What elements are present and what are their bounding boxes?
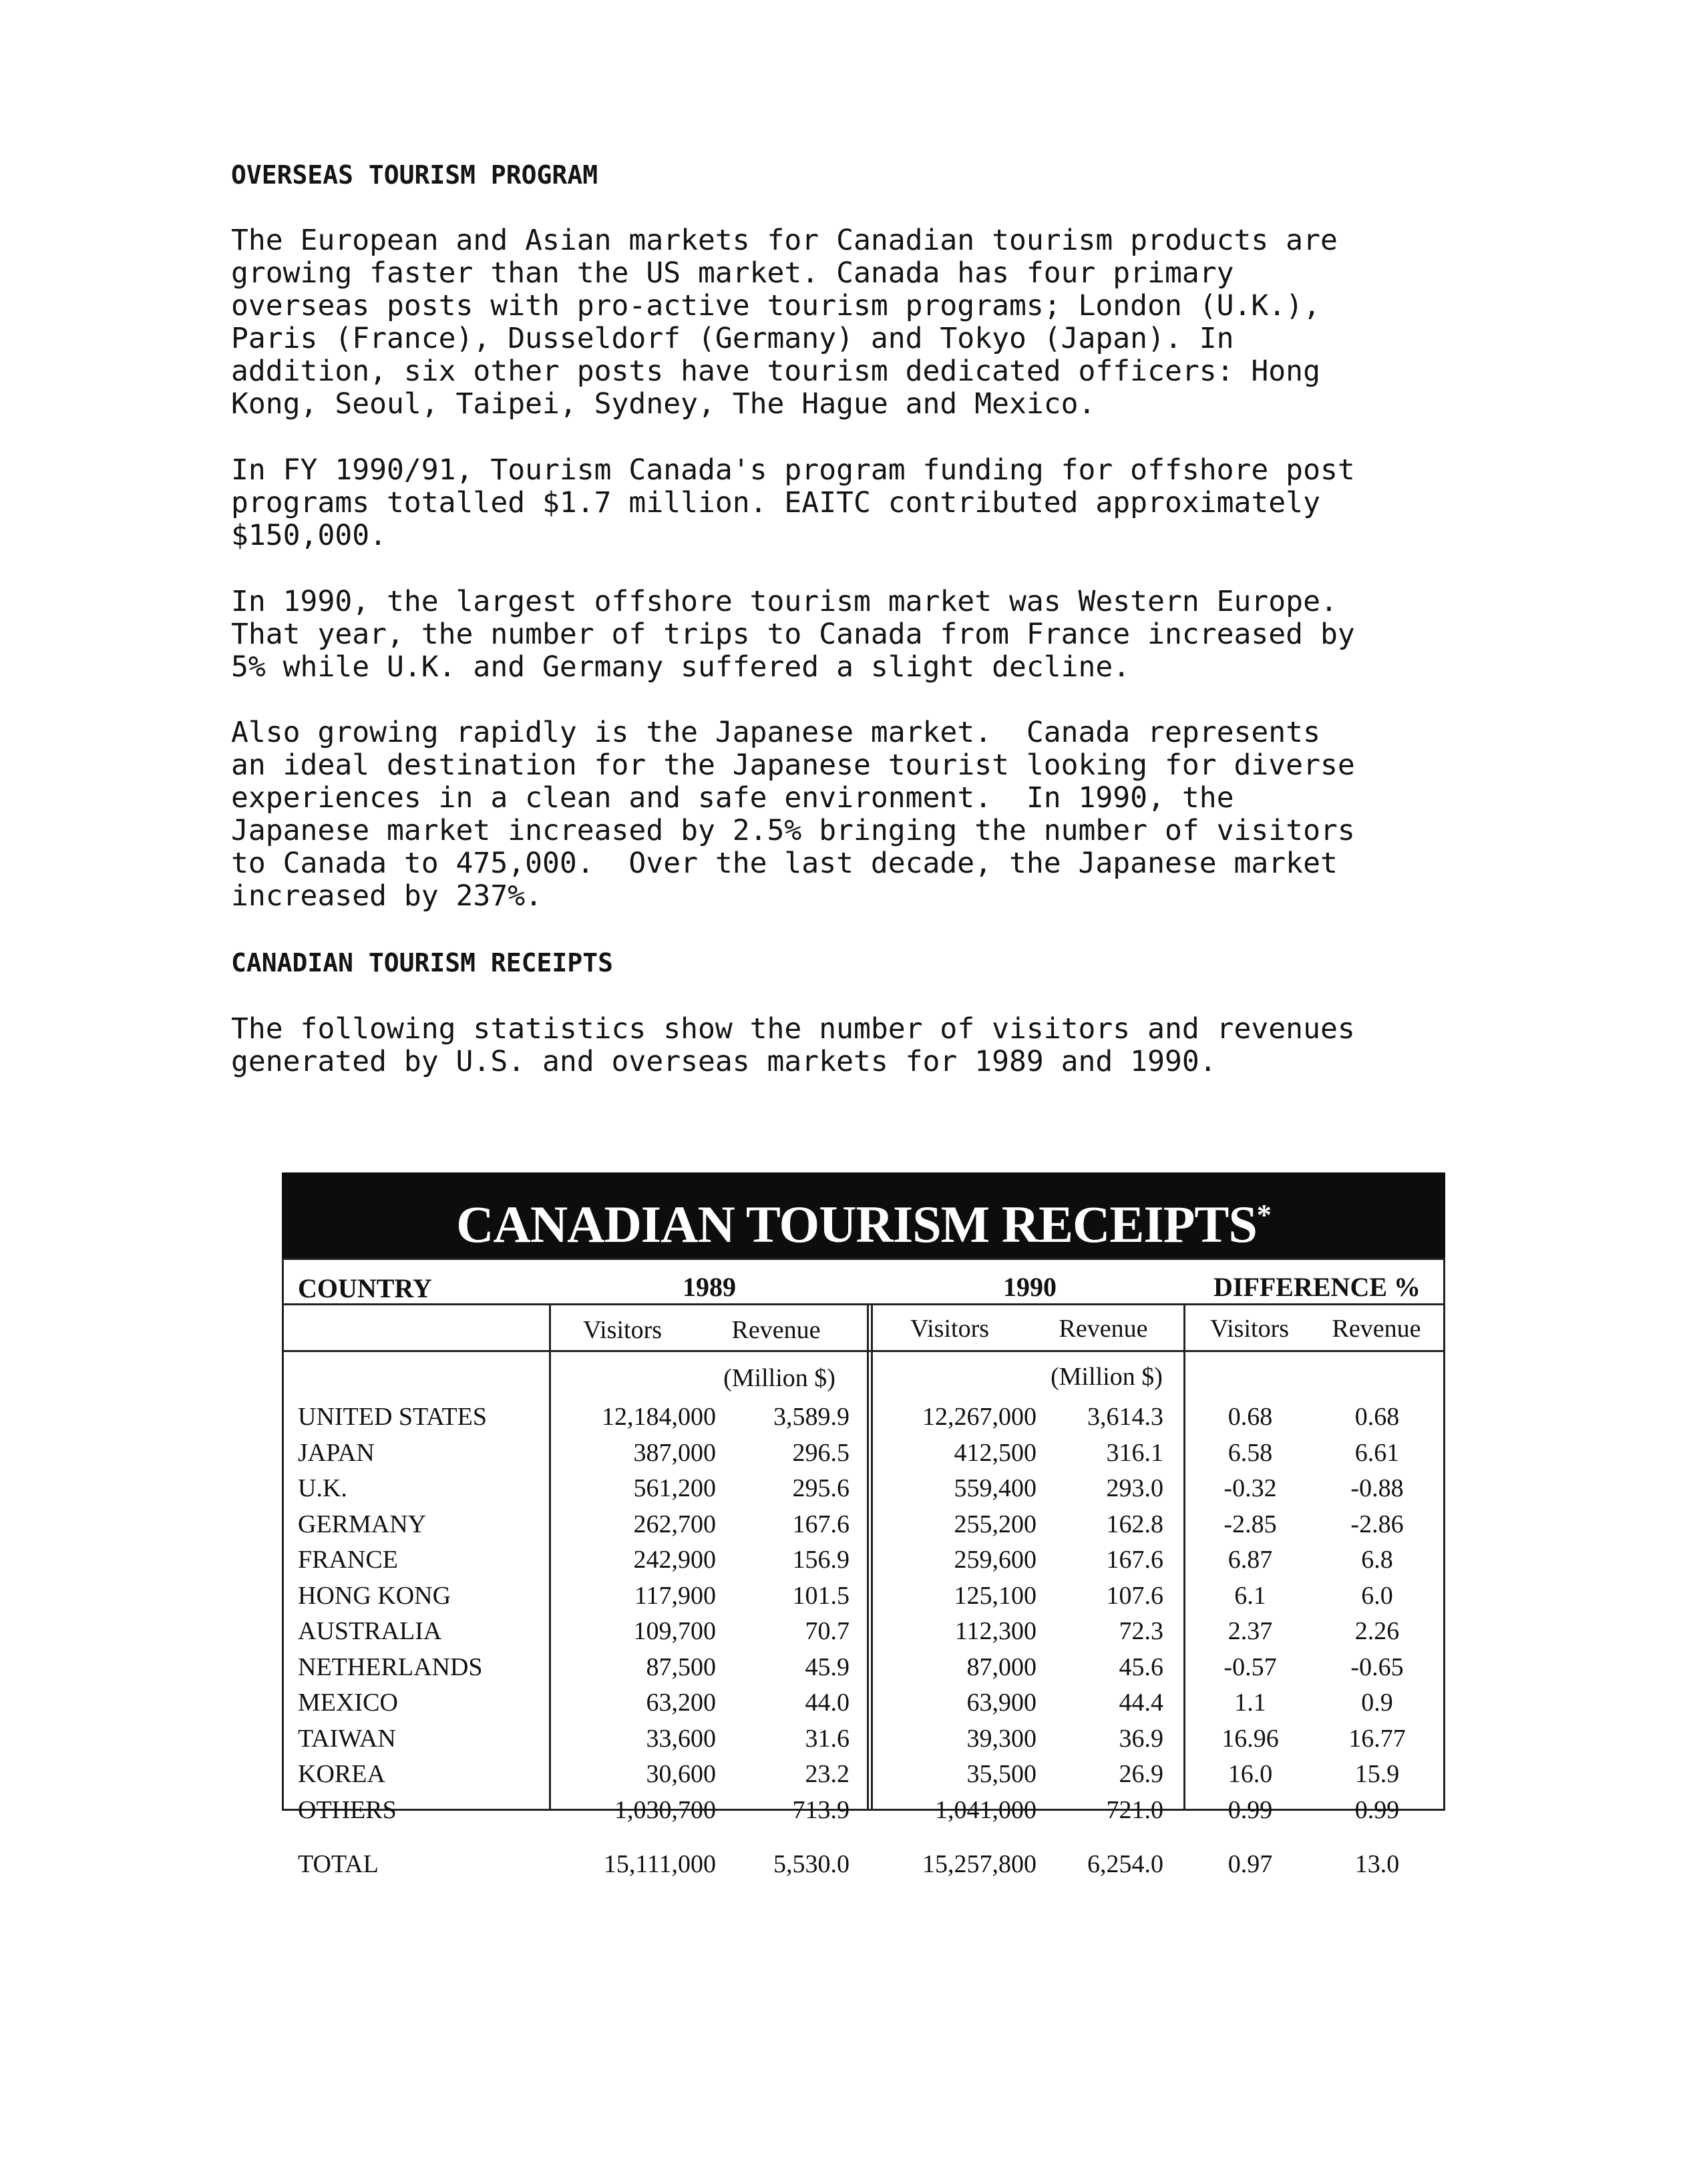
cell-r90: 293.0 (1106, 1474, 1163, 1502)
column-divider-1989 (867, 1303, 873, 1811)
cell-dr: -0.65 (1350, 1653, 1404, 1681)
cell-r90: 36.9 (1119, 1724, 1163, 1753)
cell-r90: 167.6 (1106, 1546, 1163, 1574)
cell-country: OTHERS (298, 1795, 397, 1824)
unit-label-1989: (Million $) (723, 1364, 835, 1392)
cell-v90: 112,300 (954, 1617, 1037, 1645)
cell-dr: 15.9 (1354, 1760, 1400, 1788)
cell-dv: 6.87 (1228, 1546, 1273, 1574)
cell-v90: 412,500 (954, 1438, 1037, 1467)
header-1989: 1989 (683, 1272, 736, 1302)
header-country: COUNTRY (298, 1273, 432, 1303)
cell-r89: 713.9 (792, 1795, 850, 1824)
cell-r89: 167.6 (792, 1510, 850, 1538)
cell-dr: 2.26 (1354, 1617, 1400, 1645)
cell-v89: 1,030,700 (614, 1795, 716, 1824)
header-divider-top (282, 1303, 1445, 1305)
header-revenue-1989: Revenue (731, 1316, 821, 1344)
cell-r89: 45.9 (805, 1653, 850, 1681)
cell-v90: 259,600 (954, 1546, 1037, 1574)
cell-r89: 5,530.0 (773, 1850, 850, 1878)
column-divider-country (549, 1303, 551, 1811)
cell-dr: 0.99 (1354, 1795, 1400, 1824)
cell-r89: 296.5 (792, 1438, 850, 1467)
header-revenue-1990: Revenue (1059, 1315, 1148, 1343)
table-title-footnote-mark: * (1256, 1198, 1271, 1231)
cell-v90: 125,100 (954, 1581, 1037, 1610)
cell-v89: 387,000 (633, 1438, 716, 1467)
table-title-text: CANADIAN TOURISM RECEIPTS (456, 1195, 1257, 1253)
cell-v89: 33,600 (646, 1724, 716, 1753)
tourism-receipts-table (282, 1172, 1445, 1907)
cell-country: AUSTRALIA (298, 1617, 442, 1645)
cell-country: JAPAN (298, 1438, 375, 1467)
cell-r90: 162.8 (1106, 1510, 1163, 1538)
cell-dv: 0.68 (1228, 1403, 1273, 1431)
cell-v89: 87,500 (646, 1653, 716, 1681)
cell-dv: -2.85 (1223, 1510, 1277, 1538)
cell-v90: 15,257,800 (922, 1850, 1037, 1878)
cell-dv: 2.37 (1228, 1617, 1273, 1645)
cell-v89: 15,111,000 (603, 1850, 716, 1878)
cell-v89: 30,600 (646, 1760, 716, 1788)
cell-v90: 39,300 (966, 1724, 1037, 1753)
cell-dr: 13.0 (1354, 1850, 1400, 1878)
cell-r90: 3,614.3 (1087, 1403, 1163, 1431)
cell-country: KOREA (298, 1760, 385, 1788)
header-visitors-diff: Visitors (1209, 1315, 1290, 1343)
header-1990: 1990 (1003, 1272, 1057, 1302)
cell-v90: 87,000 (966, 1653, 1037, 1681)
paragraph-statistics-intro: The following statistics show the number of visitors and revenues generated by U.S. and overseas markets for 1989 and 1990. (231, 1012, 1355, 1078)
header-revenue-diff: Revenue (1332, 1315, 1421, 1343)
section-heading-overseas: OVERSEAS TOURISM PROGRAM (231, 160, 598, 190)
cell-dr: 6.0 (1361, 1581, 1393, 1610)
header-difference: DIFFERENCE % (1213, 1272, 1421, 1302)
cell-dv: 6.58 (1228, 1438, 1273, 1467)
cell-v90: 63,900 (966, 1689, 1037, 1717)
cell-dv: 16.0 (1228, 1760, 1273, 1788)
paragraph-japanese-market: Also growing rapidly is the Japanese market. Canada represents an ideal destination for the Japanese tourist looking for diverse experiences in a clean and safe environment. In 1990, the Japanese market increased by 2.5% bringing the number of visitors to Canada to 475,000. Over the last decade, the Japanese market increased by 237%. (231, 716, 1355, 913)
cell-dv: -0.57 (1223, 1653, 1277, 1681)
cell-v89: 561,200 (633, 1474, 716, 1502)
cell-country: FRANCE (298, 1546, 398, 1574)
cell-r89: 23.2 (805, 1760, 850, 1788)
paragraph-markets: The European and Asian markets for Canadian tourism products are growing faster than the US market. Canada has four primary overseas posts with pro-active tourism programs; London (U.K.), Paris (France), Dusseldorf (Germany) and Tokyo (Japan). In addition, six other posts have tourism dedicated officers: Hong Kong, Seoul, Taipei, Sydney, The Hague and Mexico. (231, 224, 1338, 421)
cell-dv: 16.96 (1221, 1724, 1279, 1753)
cell-v89: 63,200 (646, 1689, 716, 1717)
section-heading-receipts: CANADIAN TOURISM RECEIPTS (231, 948, 613, 977)
cell-r89: 70.7 (805, 1617, 850, 1645)
cell-country: NETHERLANDS (298, 1653, 483, 1681)
cell-r90: 26.9 (1119, 1760, 1163, 1788)
cell-r89: 101.5 (792, 1581, 850, 1610)
paragraph-western-europe: In 1990, the largest offshore tourism market was Western Europe. That year, the number of trips to Canada from France increased by 5% while U.K. and Germany suffered a slight decline. (231, 585, 1355, 684)
cell-r90: 45.6 (1119, 1653, 1163, 1681)
cell-r90: 316.1 (1106, 1438, 1163, 1467)
cell-r90: 44.4 (1119, 1689, 1163, 1717)
cell-dr: 0.9 (1361, 1689, 1393, 1717)
cell-v90: 35,500 (966, 1760, 1037, 1788)
cell-v89: 262,700 (633, 1510, 716, 1538)
unit-label-1990: (Million $) (1051, 1363, 1163, 1391)
cell-r89: 31.6 (805, 1724, 850, 1753)
cell-r89: 156.9 (792, 1546, 850, 1574)
header-visitors-1989: Visitors (582, 1316, 663, 1344)
cell-v90: 559,400 (954, 1474, 1037, 1502)
table-title (282, 1172, 1445, 1258)
cell-country: GERMANY (298, 1510, 427, 1538)
cell-r90: 72.3 (1119, 1617, 1163, 1645)
cell-dv: 1.1 (1234, 1689, 1266, 1717)
cell-r89: 44.0 (805, 1689, 850, 1717)
header-divider-bottom (282, 1350, 1445, 1352)
cell-dr: -0.88 (1350, 1474, 1404, 1502)
cell-v89: 117,900 (634, 1581, 716, 1610)
cell-country: UNITED STATES (298, 1403, 487, 1431)
cell-country: MEXICO (298, 1689, 398, 1717)
header-visitors-1990: Visitors (910, 1315, 990, 1343)
cell-r90: 6,254.0 (1087, 1850, 1163, 1878)
cell-v89: 12,184,000 (602, 1403, 716, 1431)
cell-dr: -2.86 (1350, 1510, 1404, 1538)
cell-v89: 242,900 (633, 1546, 716, 1574)
cell-r89: 3,589.9 (773, 1403, 850, 1431)
cell-r90: 107.6 (1106, 1581, 1163, 1610)
cell-country: TAIWAN (298, 1724, 396, 1753)
cell-country: HONG KONG (298, 1581, 451, 1610)
paragraph-funding: In FY 1990/91, Tourism Canada's program funding for offshore post programs totalled $1.7 million. EAITC contributed approximately $150,000. (231, 453, 1355, 552)
cell-r89: 295.6 (792, 1474, 850, 1502)
cell-dr: 16.77 (1348, 1724, 1406, 1753)
cell-dr: 6.8 (1361, 1546, 1393, 1574)
cell-dv: 0.97 (1228, 1850, 1273, 1878)
cell-dr: 6.61 (1354, 1438, 1400, 1467)
cell-v90: 255,200 (954, 1510, 1037, 1538)
cell-v90: 1,041,000 (935, 1795, 1037, 1824)
cell-v89: 109,700 (633, 1617, 716, 1645)
cell-dv: 0.99 (1228, 1795, 1273, 1824)
cell-country: TOTAL (298, 1850, 379, 1878)
cell-dv: 6.1 (1234, 1581, 1266, 1610)
cell-r90: 721.0 (1106, 1795, 1163, 1824)
cell-dv: -0.32 (1223, 1474, 1277, 1502)
column-divider-1990 (1183, 1303, 1185, 1811)
cell-v90: 12,267,000 (922, 1403, 1037, 1431)
cell-country: U.K. (298, 1474, 347, 1502)
cell-dr: 0.68 (1354, 1403, 1400, 1431)
